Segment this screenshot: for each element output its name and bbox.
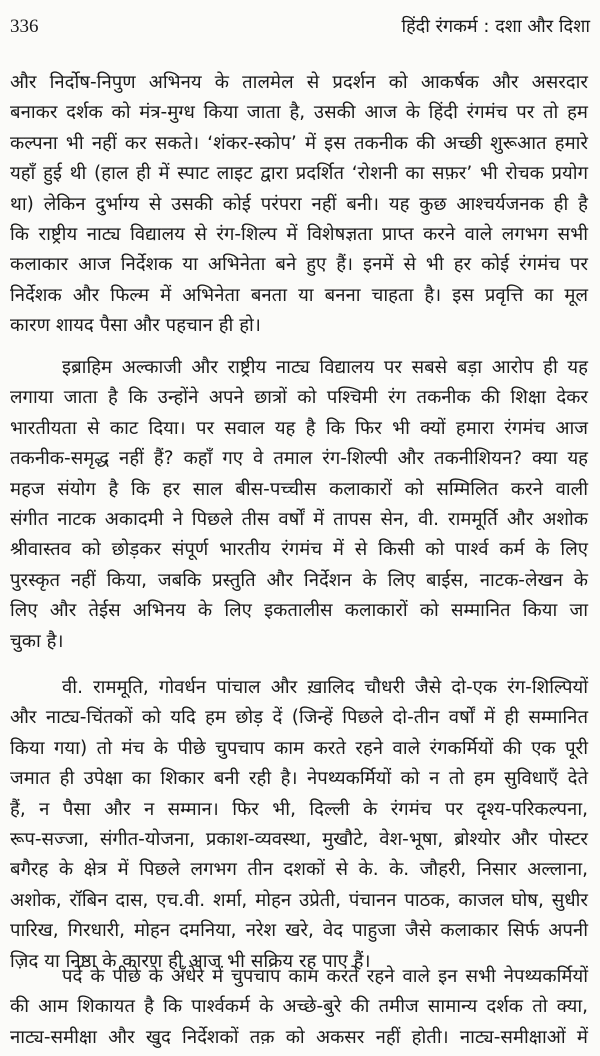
text-line: महज संयोग है कि हर साल बीस-पच्चीस कलाकारों को सम्मिलित करने वाली (10, 478, 588, 500)
running-title: हिंदी रंगकर्म : दशा और दिशा (401, 16, 590, 37)
text-line: रूप-सज्जा, संगीत-योजना, प्रकाश-व्यवस्था, मुखौटे, वेश-भूषा, ब्रोश्योर और पोस्टर (10, 829, 588, 850)
text-line: वी. राममूति, गोवर्धन पांचाल और ख़ालिद चौधरी जैसे दो-एक रंग-शिल्पियों (62, 677, 588, 698)
text-line: लिए और तेईस अभिनय के लिए इकतालीस कलाकारों को सम्मानित किया जा (10, 600, 588, 622)
text-line: कलाकार आज निर्देशक या अभिनेता बने हुए हैं। इनमें से भी हर कोई रंगमंच पर (10, 254, 588, 276)
text-line: हैं, न पैसा और न सम्मान। फिर भी, दिल्ली के रंगमंच पर दृश्य-परिकल्पना, (10, 798, 588, 820)
text-line: बनाकर दर्शक को मंत्र-मुग्ध किया जाता है, उसकी आज के हिंदी रंगमंच पर तो हम (10, 102, 588, 124)
page-number: 336 (10, 16, 39, 37)
text-line: अशोक, रॉबिन दास, एच.वी. शर्मा, मोहन उप्रेती, पंचानन पाठक, काजल घोष, सुधीर (10, 889, 588, 911)
text-line: इब्राहिम अल्काजी और राष्ट्रीय नाट्य विद्यालय पर सबसे बड़ा आरोप ही यह (62, 357, 588, 378)
text-line: किया गया) तो मंच के पीछे चुपचाप काम करते रहने वाले रंगकर्मियों की एक पूरी (10, 737, 588, 759)
text-line: नाट्य-समीक्षा और खुद निर्देशकों तक़ को अकसर नहीं होती। नाट्य-समीक्षाओं में (10, 1026, 588, 1048)
text-line: निर्देशक और फिल्म में अभिनेता बनता या बनना चाहता है। इस प्रवृत्ति का मूल (10, 284, 588, 306)
text-line: श्रीवास्तव को छोड़कर संपूर्ण भारतीय रंगमंच में से किसी को पार्श्व कर्म के लिए (10, 539, 588, 561)
text-line: कि राष्ट्रीय नाट्य विद्यालय से रंग-शिल्प में विशेषज्ञता प्राप्त करने वाले लगभग सभी (10, 224, 588, 245)
text-line: की आम शिकायत है कि पार्श्वकर्म के अच्छे-बुरे की तमीज सामान्य दर्शक तो क्या, (10, 996, 588, 1018)
text-line: और नाट्य-चिंतकों को यदि हम छोड़ दें (जिन्हें पिछले दो-तीन वर्षों में ही सम्मानित (10, 707, 588, 729)
text-line: जमात ही उपेक्षा का शिकार बनी रही है। नेपथ्यकर्मियों को न तो हम सुविधाएँ देते (10, 768, 588, 790)
text-line: ज़िद या निष्ठा के कारण ही आज भी सक्रिय रह पाए हैं। (10, 950, 371, 972)
text-line: था) लेकिन दुर्भाग्य से उसकी कोई परंपरा नहीं बनी। यह कुछ आश्चर्यजनक ही है (10, 193, 588, 215)
text-line: संगीत नाटक अकादमी ने पिछले तीस वर्षों में तापस सेन, वी. राममूर्ति और अशोक (10, 509, 588, 530)
text-line: कल्पना भी नहीं कर सकते। ‘शंकर-स्कोप’ में इस तकनीक की अच्छी शुरूआत हमारे (10, 132, 588, 154)
text-line: पारिख, गिरधारी, मोहन दमनिया, नरेश खरे, वेद पाहुजा जैसे कलाकार सिर्फ अपनी (10, 920, 588, 942)
text-line: बगैरह के क्षेत्र में पिछले लगभग तीन दशकों से के. के. जौहरी, निसार अल्लाना, (10, 859, 588, 881)
text-line: पुरस्कृत नहीं किया, जबकि प्रस्तुति और निर्देशन के लिए बाईस, नाटक-लेखन के (10, 569, 588, 591)
text-line: लगाया जाता है कि उन्होंने अपने छात्रों को पश्चिमी रंग तकनीक की शिक्षा देकर (10, 387, 588, 409)
text-line: तकनीक-समृद्ध नहीं हैं? कहाँ गए वे तमाल रंग-शिल्पी और तकनीशियन? क्या यह (10, 448, 588, 470)
text-line: चुका है। (10, 630, 64, 652)
text-line: यहाँ हुई थी (हाल ही में स्पाट लाइट द्वारा प्रदर्शित ‘रोशनी का सफ़र’ भी रोचक प्रयोग (10, 163, 588, 185)
text-line: और निर्दोष-निपुण अभिनय के तालमेल से प्रदर्शन को आकर्षक और असरदार (10, 72, 588, 93)
text-line: भारतीयता से काट दिया। पर सवाल यह है कि फिर भी क्यों हमारा रंगमंच आज (10, 417, 588, 439)
text-line: पर्दे के पीछे के अँधेरे में चुपचाप काम करते रहने वाले इन सभी नेपथ्यकर्मियों (62, 966, 588, 987)
text-line: कारण शायद पैसा और पहचान ही हो। (10, 315, 261, 337)
